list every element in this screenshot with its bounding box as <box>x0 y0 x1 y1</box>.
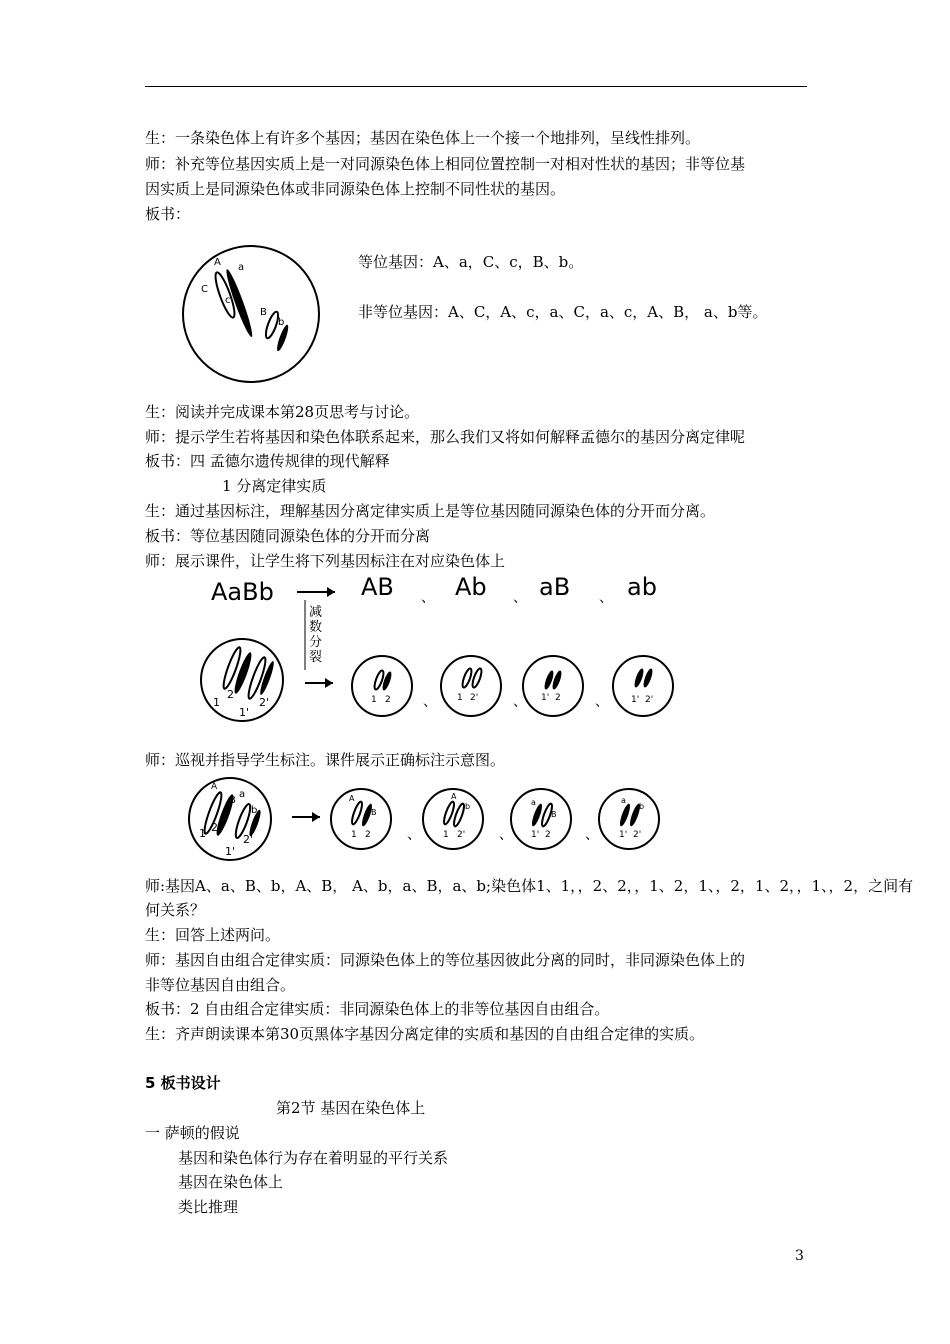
board-item: 基因在染色体上 <box>178 1173 284 1191</box>
text-line: 非等位基因自由组合。 <box>145 976 296 994</box>
gene-label: c <box>225 295 231 306</box>
meiosis-question-diagram <box>195 568 675 738</box>
svg-text:、: 、 <box>499 827 513 843</box>
gene-label: B <box>260 307 267 318</box>
svg-text:a: a <box>621 796 626 805</box>
svg-text:1: 1 <box>213 696 220 709</box>
gamete-label: aB <box>539 573 571 601</box>
svg-text:A: A <box>451 792 457 801</box>
svg-text:2': 2' <box>645 695 654 705</box>
text-line: 生：一条染色体上有许多个基因；基因在染色体上一个接一个地排列，呈线性排列。 <box>145 129 701 147</box>
svg-text:分: 分 <box>309 635 323 650</box>
svg-text:、: 、 <box>595 694 609 710</box>
allele-text: 等位基因：A、a，C、c，B、b。 <box>358 253 584 271</box>
text-line: 生：回答上述两问。 <box>145 926 281 944</box>
parent-genotype: AaBb <box>211 578 274 606</box>
board-title: 第2节 基因在染色体上 <box>276 1099 426 1117</box>
svg-text:1': 1' <box>225 845 236 858</box>
meiosis-label: 减 <box>309 605 323 620</box>
chromosome-cell-diagram <box>180 235 322 395</box>
text-line: 师：巡视并指导学生标注。课件展示正确标注示意图。 <box>145 751 506 769</box>
svg-text:2: 2 <box>365 830 371 840</box>
svg-text:、: 、 <box>513 590 527 606</box>
text-line: 生：阅读并完成课本第28页思考与讨论。 <box>145 403 420 421</box>
svg-text:2': 2' <box>259 696 270 709</box>
svg-text:1: 1 <box>371 695 377 705</box>
svg-text:2': 2' <box>457 830 466 840</box>
svg-text:2: 2 <box>545 830 551 840</box>
text-line: 师：提示学生若将基因和染色体联系起来，那么我们又将如何解释孟德尔的基因分离定律呢 <box>145 428 746 446</box>
svg-text:B: B <box>229 795 236 806</box>
svg-text:b: b <box>639 802 645 811</box>
svg-text:1': 1' <box>239 706 250 719</box>
svg-text:b: b <box>251 805 258 816</box>
svg-text:、: 、 <box>407 827 421 843</box>
board-item: 类比推理 <box>178 1198 239 1216</box>
svg-text:、: 、 <box>585 827 599 843</box>
svg-text:、: 、 <box>423 694 437 710</box>
svg-text:、: 、 <box>513 694 527 710</box>
gene-label: A <box>214 257 221 268</box>
text-line: 师：基因自由组合定律实质：同源染色体上的等位基因彼此分离的同时，非同源染色体上的 <box>145 951 746 969</box>
svg-text:1': 1' <box>631 695 640 705</box>
svg-text:B: B <box>371 808 377 817</box>
svg-text:2': 2' <box>243 833 254 846</box>
meiosis-answer-diagram <box>185 775 665 865</box>
gamete-label: Ab <box>455 573 487 601</box>
text-line: 师：展示课件，让学生将下列基因标注在对应染色体上 <box>145 552 506 570</box>
svg-text:1: 1 <box>351 830 357 840</box>
svg-text:2: 2 <box>227 688 234 701</box>
text-line: 师:基因A、a、B、b，A、B， A、b，a、B，a、b;染色体1、1，，2、2，，1、2，1、，2，1、2，，1、，2，之间有 <box>145 877 914 895</box>
text-line: 板书： <box>145 205 191 223</box>
svg-text:A: A <box>211 782 218 792</box>
text-line: 板书：等位基因随同源染色体的分开而分离 <box>145 527 431 545</box>
gamete-label: ab <box>627 573 657 601</box>
svg-text:裂: 裂 <box>309 650 323 665</box>
svg-text:2: 2 <box>555 693 561 703</box>
svg-text:B: B <box>551 810 557 819</box>
board-item: 基因和染色体行为存在着明显的平行关系 <box>178 1149 449 1167</box>
text-line: 何关系？ <box>145 901 206 919</box>
svg-text:、: 、 <box>421 590 435 606</box>
svg-text:1': 1' <box>541 693 550 703</box>
svg-text:A: A <box>349 794 355 803</box>
text-line: 生：通过基因标注，理解基因分离定律实质上是等位基因随同源染色体的分开而分离。 <box>145 502 716 520</box>
gene-label: b <box>278 317 285 328</box>
nonallele-text: 非等位基因：A、C，A、c，a、C，a、c，A、B， a、b等。 <box>358 303 768 321</box>
board-item: 一 萨顿的假说 <box>145 1124 240 1142</box>
section-heading: 5 板书设计 <box>145 1074 221 1092</box>
text-line: 因实质上是同源染色体或非同源染色体上控制不同性状的基因。 <box>145 180 566 198</box>
svg-text:1: 1 <box>199 827 206 840</box>
page-number: 3 <box>795 1248 804 1264</box>
text-line: 1 分离定律实质 <box>222 477 327 495</box>
svg-text:2': 2' <box>633 830 642 840</box>
svg-text:1: 1 <box>457 693 463 703</box>
header-rule <box>145 86 807 87</box>
svg-text:1': 1' <box>531 830 540 840</box>
text-line: 板书：2 自由组合定律实质：非同源染色体上的非等位基因自由组合。 <box>145 1000 610 1018</box>
svg-text:、: 、 <box>599 590 613 606</box>
svg-text:2': 2' <box>470 693 479 703</box>
gene-label: a <box>238 262 245 273</box>
text-line: 板书：四 孟德尔遗传规律的现代解释 <box>145 452 390 470</box>
svg-text:1: 1 <box>443 830 449 840</box>
text-line: 师：补充等位基因实质上是一对同源染色体上相同位置控制一对相对性状的基因；非等位基 <box>145 155 746 173</box>
gene-label: C <box>201 284 208 295</box>
svg-text:a: a <box>531 798 536 807</box>
text-line: 生：齐声朗读课本第30页黑体字基因分离定律的实质和基因的自由组合定律的实质。 <box>145 1025 705 1043</box>
gamete-label: AB <box>361 573 394 601</box>
svg-text:2: 2 <box>385 695 391 705</box>
svg-text:1': 1' <box>619 830 628 840</box>
svg-text:2: 2 <box>211 821 218 834</box>
svg-text:b: b <box>465 802 471 811</box>
svg-text:数: 数 <box>309 620 323 635</box>
svg-text:a: a <box>239 789 246 800</box>
